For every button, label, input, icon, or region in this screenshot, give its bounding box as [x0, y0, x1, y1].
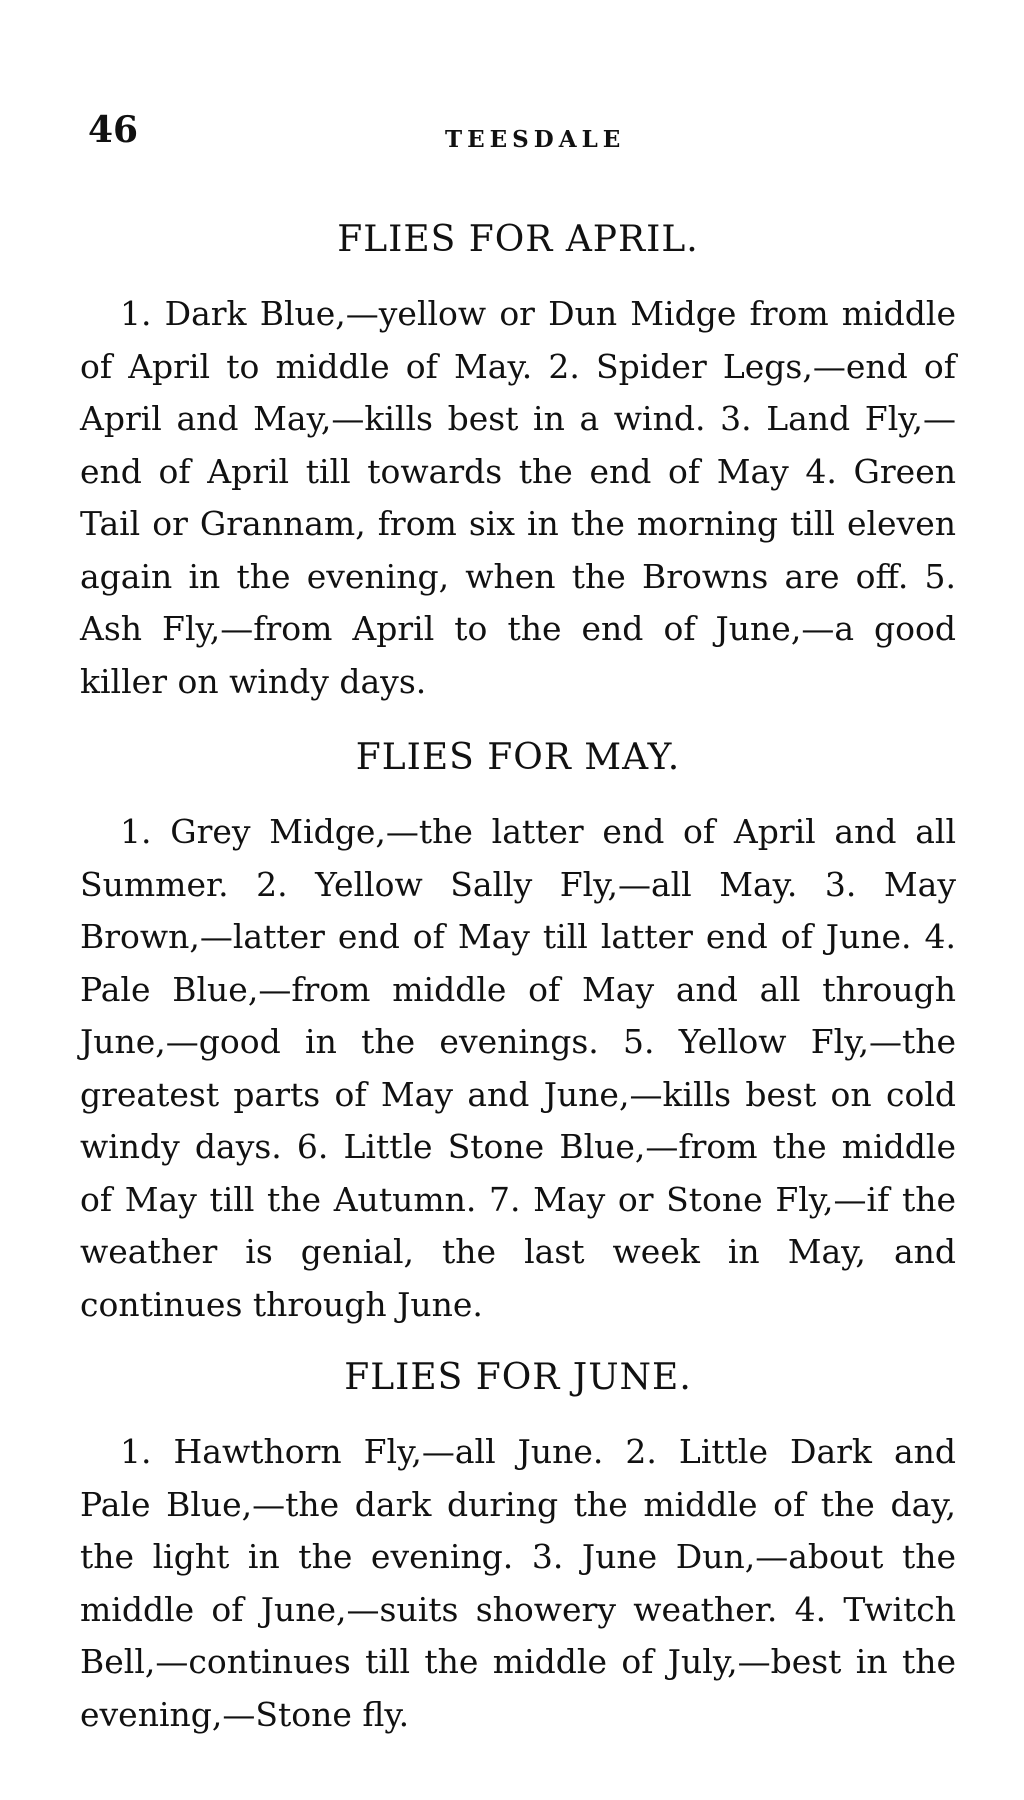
- section-june: [80, 1357, 956, 1741]
- running-title: TEESDALE: [445, 126, 626, 153]
- section-body-may: 1. Grey Midge,—the latter end of April and all Summer. 2. Yellow Sally Fly,—all May. 3. May Brown,—latter end of May till latter end of June. 4. Pale Blue,—from middle of May and all through June,—good in the evenings. 5. Yellow Fly,—the greatest parts of May and June,—kills best on cold windy days. 6. Little Stone Blue,—from the middle of May till the Autumn. 7. May or Stone Fly,—if the weather is genial, the last week in May, and continues through June.: [80, 812, 956, 1324]
- section-title-april: FLIES FOR APRIL.: [337, 219, 699, 260]
- section-april: [80, 219, 956, 708]
- section-title-june: FLIES FOR JUNE.: [344, 1357, 692, 1398]
- section-body-april: 1. Dark Blue,—yellow or Dun Midge from middle of April to middle of May. 2. Spider Legs,—end of April and May,—kills best in a wind. 3. Land Fly,—end of April till towards the end of May 4. Green Tail or Grannam, from six in the morning till eleven again in the evening, when the Browns are off. 5. Ash Fly,—from April to the end of June,—a good killer on windy days.: [80, 294, 956, 701]
- page-number: 46: [88, 109, 139, 151]
- section-title-may: FLIES FOR MAY.: [355, 737, 681, 778]
- section-body-june: 1. Hawthorn Fly,—all June. 2. Little Dark and Pale Blue,—the dark during the middle of the day, the light in the evening. 3. June Dun,—about the middle of June,—suits showery weather. 4. Twitch Bell,—continues till the middle of July,—best in the evening,—Stone fly.: [80, 1432, 956, 1734]
- section-may: [80, 737, 956, 1331]
